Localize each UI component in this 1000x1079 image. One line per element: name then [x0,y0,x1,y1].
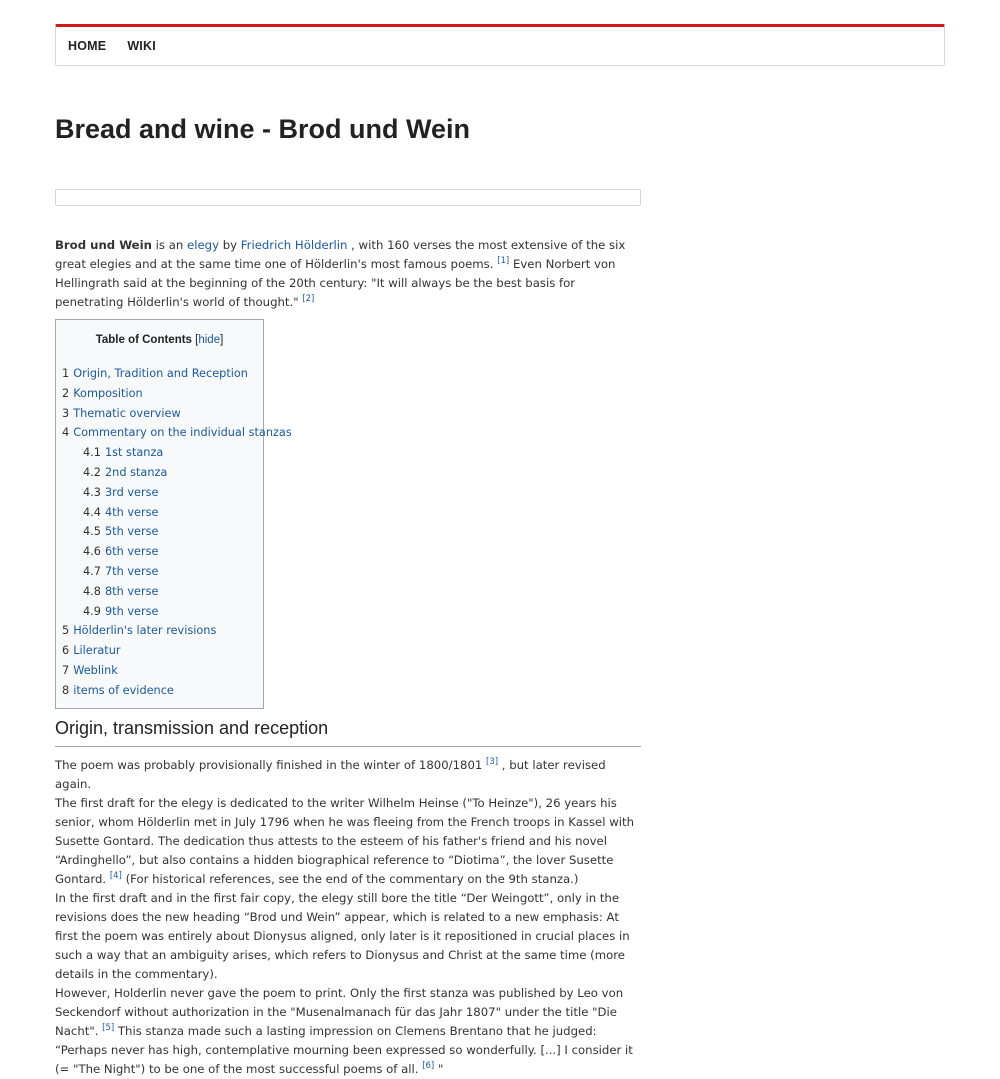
toc-item-number: 5 [62,624,70,638]
toc-item-link[interactable]: Hölderlin's later revisions [73,624,217,638]
footnote-4-link[interactable]: [4] [109,870,122,881]
toc-item-number: 4.8 [83,584,101,598]
toc-list [62,364,292,701]
footnote-2-link[interactable]: [2] [302,294,315,304]
toc-item [62,404,263,424]
toc-item [62,423,292,443]
toc-item [62,483,263,503]
footnote-1-link[interactable]: [1] [497,256,510,266]
elegy-link[interactable]: elegy [187,238,219,252]
toc-item-number: 6 [62,644,70,658]
toc-item-link[interactable]: Lileratur [73,644,121,658]
toc-item [62,562,263,582]
toc-heading: Table of Contents [hide] [95,334,224,346]
toc-hide-toggle[interactable]: hide [198,334,221,346]
toc-item-number: 4 [62,426,70,440]
toc-item-number: 7 [62,663,70,677]
table-of-contents [55,319,292,709]
empty-info-box [55,189,641,206]
section-paragraph-4: However, Holderlin never gave the poem to print. Only the first stanza was published by Leo von Seckendorf without authorization in the "Musenalmanach für das Jahr 1807" under the title "Die Nacht". [5] This stanza made such a lasting impression on Clemens Brentano that he judged: “Perhaps never has high, contemplative mourning been expressed so wonderfully. [...] I consider it (= "The Night") to be one of the most successful poems of all. [6] " [55,985,633,1076]
section-paragraph-1: The poem was probably provisionally finished in the winter of 1800/1801 [3] , but later revised again. [55,756,606,791]
toc-item [62,661,263,681]
footnote-5-link[interactable]: [5] [102,1022,115,1033]
toc-item-link[interactable]: Thematic overview [73,406,181,420]
toc-item [62,621,263,641]
article-content [55,236,641,1079]
toc-item-link[interactable]: 1st stanza [104,446,164,460]
toc-item-link[interactable]: 8th verse [104,584,159,598]
footnote-3-link[interactable]: [3] [486,756,499,767]
section-heading: Origin, transmission and reception [55,719,641,747]
toc-item-number: 2 [62,386,70,400]
toc-item [62,681,263,701]
nav-home-link[interactable]: HOME [68,39,107,53]
toc-item-number: 4.5 [83,525,101,539]
toc-item-link[interactable]: items of evidence [73,683,174,697]
toc-item-number: 1 [62,367,70,380]
section-paragraph-2: The first draft for the elegy is dedicated to the writer Wilhelm Heinse ("To Heinze"), 26 years his senior, whom Hölderlin met in July 1796 when he was fleeing from the French troops in Kassel with Susette Gontard. The dedication thus attests to the esteem of his father's friend and his novel “Ardinghello”, but also contains a hidden biographical reference to “Diotima”, the lover Susette Gontard. [4] (For historical references, see the end of the commentary on the 9th stanza.) [55,795,634,886]
toc-item [62,542,263,562]
toc-item [62,443,263,463]
author-link[interactable]: Friedrich Hölderlin [240,238,348,252]
toc-item-link[interactable]: 9th verse [104,604,159,618]
toc-item-link[interactable]: Origin, Tradition and Reception [73,367,248,380]
toc-item-link[interactable]: 6th verse [104,545,159,559]
toc-item [62,582,263,602]
toc-item [62,364,263,384]
toc-item-number: 4.2 [83,465,101,479]
toc-item-link[interactable]: 3rd verse [104,485,159,499]
toc-item [62,522,263,542]
toc-item-link[interactable]: 5th verse [104,525,159,539]
toc-item [62,602,263,622]
toc-item-number: 4.7 [83,564,101,578]
toc-item-number: 4.4 [83,505,101,519]
toc-item-number: 4.1 [83,446,101,460]
toc-item-link[interactable]: Weblink [73,663,118,677]
nav-wiki-link[interactable]: WIKI [127,39,156,53]
toc-item-number: 8 [62,683,70,697]
toc-item [62,384,263,404]
toc-item-number: 4.3 [83,485,101,499]
footnote-6-link[interactable]: [6] [422,1060,435,1071]
intro-paragraph: Brod und Wein is an elegy by Friedrich Hölderlin , with 160 verses the most extensive of the six great elegies and at the same time one of Hölderlin's most famous poems. [1] Even Norbert von Hellingrath said at the beginning of the 20th century: "It will always be the best basis for penetrating Hölderlin's world of thought." [2] [55,238,626,309]
toc-item-link[interactable]: 4th verse [104,505,159,519]
toc-item [62,641,263,661]
toc-item-link[interactable]: 2nd stanza [104,465,168,479]
footnote-ref [497,256,509,266]
toc-item-link[interactable]: Komposition [73,386,143,400]
toc-item [62,503,263,523]
page-title: Bread and wine - Brod und Wein [55,114,471,144]
toc-item-link[interactable]: Commentary on the individual stanzas [73,426,292,440]
toc-item [62,463,263,483]
toc-item-link[interactable]: 7th verse [104,564,159,578]
toc-item-number: 4.6 [83,545,101,559]
footnote-ref [302,294,314,304]
toc-item-number: 3 [62,406,70,420]
intro-bold-term: Brod und Wein [55,238,152,252]
toc-item-number: 4.9 [83,604,101,618]
top-navigation [55,24,945,66]
section-paragraph-3: In the first draft and in the first fair copy, the elegy still bore the title “Der Weingott”, only in the revisions does the new heading “Brod und Wein” appear, which is related to a new emphasis: At first the poem was entirely about Dionysus aligned, only later is it repositioned in crucial places in such a way that an ambiguity arises, which refers to Dionysus and Christ at the same time (more details in the commentary). [55,890,630,981]
